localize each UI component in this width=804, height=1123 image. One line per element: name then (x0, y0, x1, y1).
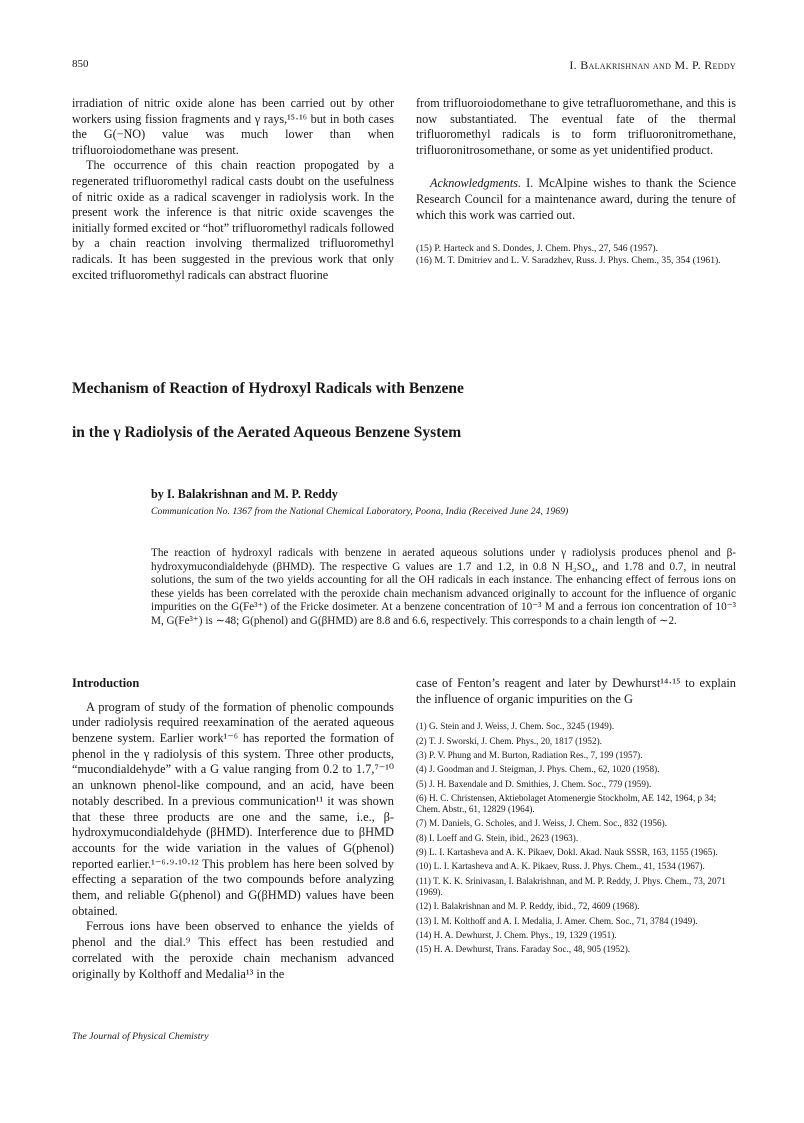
reference: (12) I. Balakrishnan and M. P. Reddy, ibid., 72, 4609 (1968). (416, 901, 640, 912)
section-heading: Introduction (72, 676, 140, 690)
header-authors: I. Balakrishnan and M. P. Reddy (569, 58, 736, 72)
continued-text-left-column (72, 96, 394, 283)
page-number: 850 (72, 58, 89, 70)
paragraph: irradiation of nitric oxide alone has been carried out by other workers using fission fragments and γ rays,¹⁵·¹⁶ but in both cases the G(−NO) value was much lower than when trifluoroiodomethane was present. (72, 96, 394, 157)
paragraph: from trifluoroiodomethane to give tetrafluoromethane, and this is now substantiated. The eventual fate of the thermal trifluoromethyl radicals is to form trifluoronitromethane, trifluoronitrosomethane, or some as yet unidentified product. (416, 96, 736, 157)
byline: by I. Balakrishnan and M. P. Reddy (151, 487, 338, 501)
reference: (7) M. Daniels, G. Scholes, and J. Weiss, J. Chem. Soc., 832 (1956). (416, 818, 667, 829)
reference: (15) H. A. Dewhurst, Trans. Faraday Soc., 48, 905 (1952). (416, 944, 631, 955)
reference: (6) H. C. Christensen, Aktiebolaget Atomenergie Stockholm, AE 142, 1964, p 34; Chem. Abstr., 61, 12829 (1964). (416, 792, 717, 815)
running-head (72, 58, 736, 74)
footnote: (16) M. T. Dmitriev and L. V. Saradzhev, Russ. J. Phys. Chem., 35, 354 (1961). (416, 254, 721, 266)
reference: (4) J. Goodman and J. Steigman, J. Phys. Chem., 62, 1020 (1958). (416, 764, 660, 775)
reference: (1) G. Stein and J. Weiss, J. Chem. Soc., 3245 (1949). (416, 721, 615, 732)
acknowledgments-label: Acknowledgments. (430, 176, 522, 191)
reference: (3) P. V. Phung and M. Burton, Radiation Res., 7, 199 (1957). (416, 750, 643, 760)
reference: (10) L. I. Kartasheva and A. K. Pikaev, Russ. J. Phys. Chem., 41, 1534 (1967). (416, 861, 705, 872)
reference: (11) T. K. K. Srinivasan, I. Balakrishnan, and M. P. Reddy, J. Phys. Chem., 73, 2071 (1969). (416, 875, 726, 897)
reference: (8) I. Loeff and G. Stein, ibid., 2623 (1963). (416, 832, 579, 843)
footnote: (15) P. Harteck and S. Dondes, J. Chem. Phys., 27, 546 (1957). (416, 243, 658, 255)
paragraph: A program of study of the formation of phenolic compounds under radiolysis required reexamination of the aerated aqueous benzene system. Earlier work¹⁻⁶ has reported the formation of phenol in the γ radiolysis of this system. Three other products, “mucondialdehyde” with a G value ranging from 0.2 to 1.7,⁷⁻¹⁰ an unknown phenol-like compound, and an acid, have been notably described. In a previous communication¹¹ it was shown that these three products are one and the same, i.e., β-hydroxymucondialdehyde (βHMD). Interference due to βHMD accounts for the wide variation in the values of G(phenol) reported earlier.¹⁻⁶·⁹·¹⁰·¹² This problem has here been solved by effecting a separation of the two compounds before analyzing them, and reliable G(phenol) and G(βHMD) values have been obtained. (72, 699, 394, 918)
reference: (2) T. J. Sworski, J. Chem. Phys., 20, 1817 (1952). (416, 735, 602, 746)
reference-list (416, 721, 736, 955)
reference: (9) L. I. Kartasheva and A. K. Pikaev, Dokl. Akad. Nauk SSSR, 163, 1155 (1965). (416, 847, 718, 858)
introduction-left-column (72, 676, 394, 982)
article-title-line-2: in the γ Radiolysis of the Aerated Aqueous Benzene System (72, 424, 462, 441)
acknowledgments-text: I. McAlpine wishes to thank the Science Research Council for a maintenance award, during the tenure of which this work was carried out. (416, 176, 736, 222)
reference: (13) I. M. Kolthoff and A. I. Medalia, J. Amer. Chem. Soc., 71, 3784 (1949). (416, 915, 698, 926)
affiliation: Communication No. 1367 from the National Chemical Laboratory, Poona, India (Received June 24, 1969) (151, 506, 569, 517)
acknowledgments (416, 176, 736, 223)
reference: (14) H. A. Dewhurst, J. Chem. Phys., 19, 1329 (1951). (416, 929, 617, 940)
article-title-line-1: Mechanism of Reaction of Hydroxyl Radicals with Benzene (72, 380, 464, 397)
paragraph: case of Fenton’s reagent and later by Dewhurst¹⁴·¹⁵ to explain the influence of organic impurities on the G (416, 676, 736, 706)
reference: (5) J. H. Baxendale and D. Smithies, J. Chem. Soc., 779 (1959). (416, 778, 652, 789)
paragraph: The occurrence of this chain reaction propogated by a regenerated trifluoromethyl radical casts doubt on the usefulness of nitric oxide as a radical scavenger in radiolysis work. In the present work the inference is that nitric oxide scavenges the initially formed excited or “hot” trifluoromethyl radicals followed by a chain reaction involving thermalized trifluoromethyl radicals. It has been suggested in the previous work that only excited trifluoromethyl radicals can abstract fluorine (72, 158, 394, 282)
journal-footer: The Journal of Physical Chemistry (72, 1031, 209, 1042)
continued-text-right-column (416, 96, 736, 266)
paragraph: Ferrous ions have been observed to enhance the yields of phenol and the dial.⁹ This effect has been restudied and correlated with the peroxide chain mechanism advanced originally by Kolthoff and Medalia¹³ in the (72, 919, 394, 981)
abstract: The reaction of hydroxyl radicals with benzene in aerated aqueous solutions under γ radiolysis produces phenol and β-hydroxymucondialdehyde (βHMD). The respective G values are 1.7 and 1.2, in 0.8 N H₂SO₄, and 1.78 and 0.7, in neutral solutions, the sum of the two yields accounting for all the OH radicals in each instance. The enhancing effect of ferrous ions on these yields has been correlated with the peroxide chain mechanism advanced originally to account for the influence of organic impurities on the G(Fe³⁺) of the Fricke dosimeter. At a benzene concentration of 10⁻³ M and a ferrous ion concentration of 10⁻³ M, G(Fe³⁺) is ∼48; G(phenol) and G(βHMD) are 8.8 and 6.6, respectively. This corresponds to a chain length of ∼2. (151, 547, 736, 627)
introduction-right-column (416, 676, 736, 958)
footnotes (416, 243, 736, 266)
